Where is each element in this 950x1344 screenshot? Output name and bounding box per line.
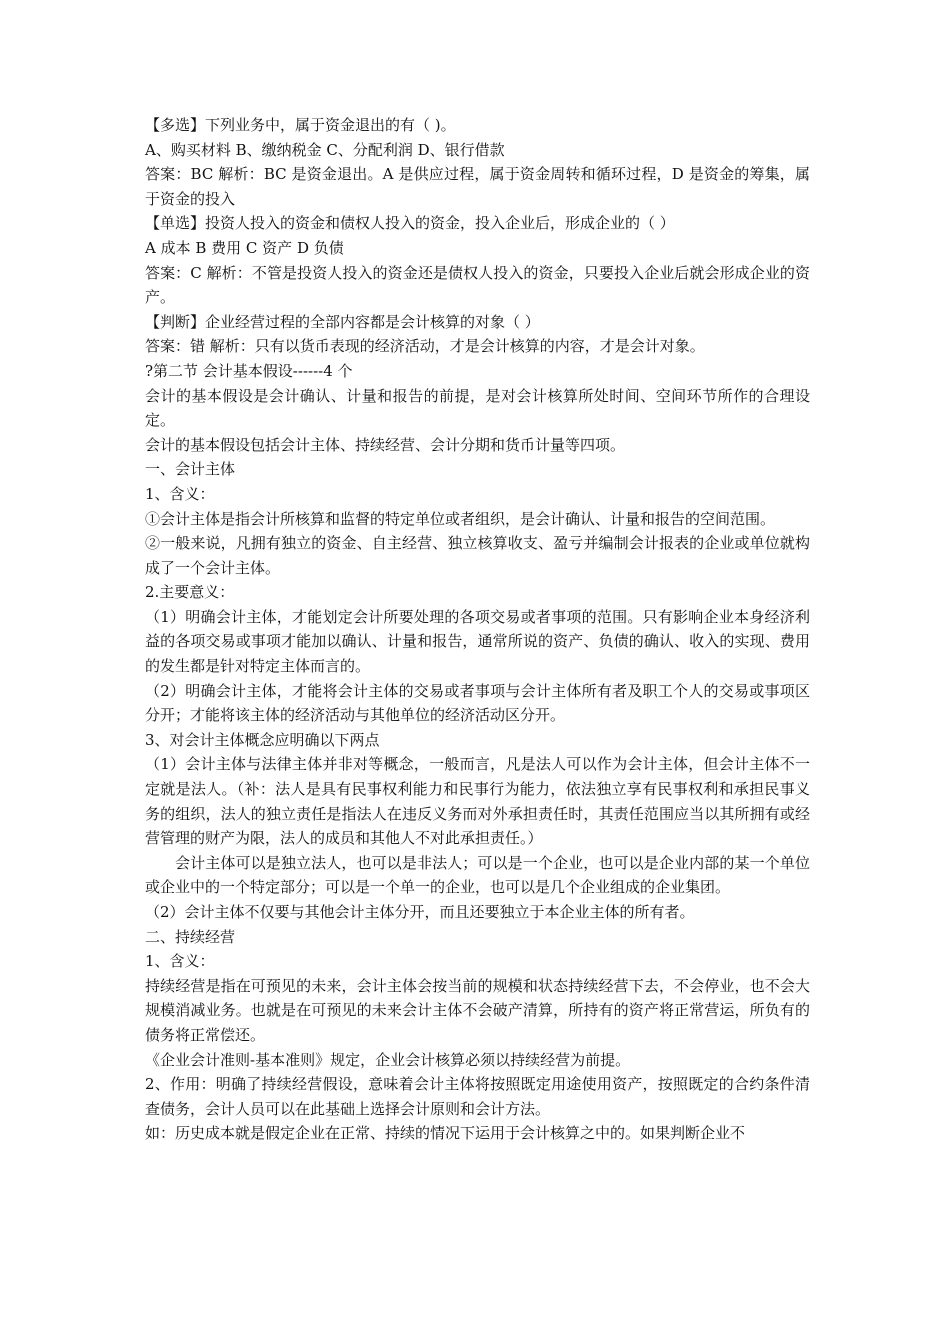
paragraph: ①会计主体是指会计所核算和监督的特定单位或者组织，是会计确认、计量和报告的空间范围。 [145,509,776,528]
paragraph: （1）会计主体与法律主体并非对等概念，一般而言，凡是法人可以作为会计主体，但会计主体不一定就是法人。（补：法人是具有民事权利能力和民事行为能力，依法独立享有民事权利和承担民事义务的组织，法人的独立责任是指法人在违反义务而对外承担责任时，其责任范围应当以其所拥有或经营管理的财产为限，法人的成员和其他人不对此承担责任。） [145,755,810,848]
subsection-heading: 二、持续经营 [145,927,236,946]
paragraph: 2.主要意义： [145,583,235,602]
paragraph: ②一般来说，凡拥有独立的资金、自主经营、独立核算收支、盈亏并编制会计报表的企业或单位就构成了一个会计主体。 [145,534,810,577]
paragraph: 【多选】下列业务中，属于资金退出的有（ )。 [145,116,456,134]
paragraph: 会计的基本假设是会计确认、计量和报告的前提，是对会计核算所处时间、空间环节所作的合理设定。 [145,386,810,430]
paragraph: 会计主体可以是独立法人，也可以是非法人；可以是一个企业，也可以是企业内部的某一个单位或企业中的一个特定部分；可以是一个单一的企业，也可以是几个企业组成的企业集团。 [145,853,810,897]
paragraph: 持续经营是指在可预见的未来，会计主体会按当前的规模和状态持续经营下去，不会停业，也不会大规模消减业务。也就是在可预见的未来会计主体不会破产清算，所持有的资产将正常营运，所负有的债务将正常偿还。 [145,976,810,1044]
paragraph: （1）明确会计主体，才能划定会计所要处理的各项交易或者事项的范围。只有影响企业本身经济利益的各项交易或事项才能加以确认、计量和报告，通常所说的资产、负债的确认、收入的实现、费用的发生都是针对特定主体而言的。 [145,607,810,676]
paragraph: 《企业会计准则-基本准则》规定，企业会计核算必须以持续经营为前提。 [145,1050,631,1069]
paragraph: 1、含义： [145,952,215,971]
paragraph: 会计的基本假设包括会计主体、持续经营、会计分期和货币计量等四项。 [145,435,626,454]
paragraph: （2）会计主体不仅要与其他会计主体分开，而且还要独立于本企业主体的所有者。 [145,903,695,921]
paragraph: 【判断】企业经营过程的全部内容都是会计核算的对象（ ） [145,312,540,331]
document-body [145,113,810,1146]
section-heading: ?第二节 会计基本假设------4 个 [145,361,353,380]
paragraph: 1、含义： [145,484,215,503]
paragraph: 答案：C 解析：不管是投资人投入的资金还是债权人投入的资金，只要投入企业后就会形成企业的资产。 [145,263,810,307]
subsection-heading: 一、会计主体 [145,460,236,479]
paragraph: 答案：错 解析：只有以货币表现的经济活动，才是会计核算的内容，才是会计对象。 [145,337,705,356]
paragraph: 3、对会计主体概念应明确以下两点 [145,730,380,749]
paragraph: 2、作用：明确了持续经营假设，意味着会计主体将按照既定用途使用资产，按照既定的合约条件清查债务，会计人员可以在此基础上选择会计原则和会计方法。 [145,1075,810,1118]
paragraph: A 成本 B 费用 C 资产 D 负债 [145,238,344,257]
paragraph: 【单选】投资人投入的资金和债权人投入的资金，投入企业后，形成企业的（ ） [145,214,675,233]
paragraph: 答案：BC 解析：BC 是资金退出。A 是供应过程，属于资金周转和循环过程，D 是资金的筹集，属于资金的投入 [145,165,810,208]
paragraph: （2）明确会计主体，才能将会计主体的交易或者事项与会计主体所有者及职工个人的交易或事项区分开；才能将该主体的经济活动与其他单位的经济活动区分开。 [145,681,810,725]
paragraph: 如：历史成本就是假定企业在正常、持续的情况下运用于会计核算之中的。如果判断企业不 [145,1124,746,1143]
paragraph: A、购买材料 B、缴纳税金 C、分配利润 D、银行借款 [145,140,505,159]
